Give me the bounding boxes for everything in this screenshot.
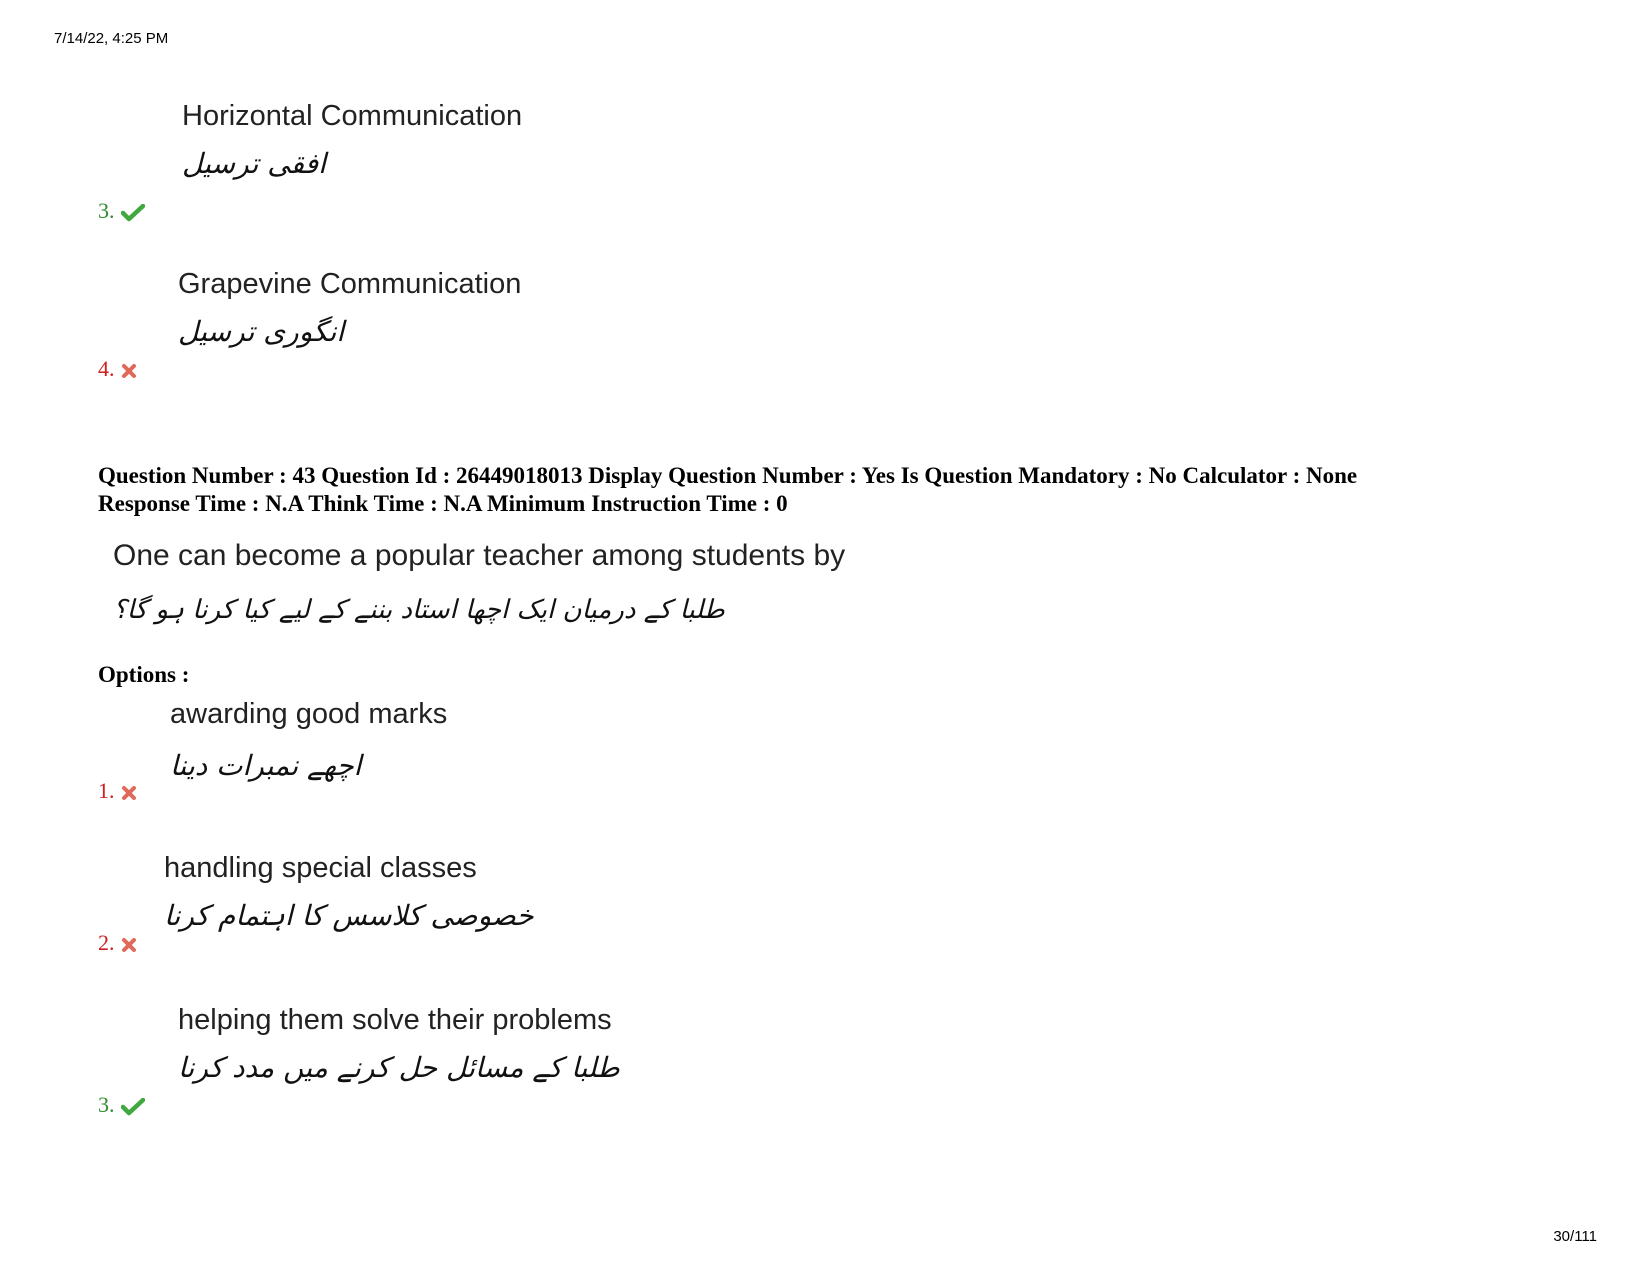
print-timestamp: 7/14/22, 4:25 PM [54, 30, 169, 47]
question-meta-line2: Response Time : N.A Think Time : N.A Minimum Instruction Time : 0 [98, 491, 788, 516]
option-english-text: Grapevine Communication [178, 268, 522, 300]
option-urdu-text: انگوری ترسیل [178, 315, 345, 348]
cross-icon [121, 363, 137, 379]
page-number: 30/111 [1553, 1228, 1597, 1245]
option-number: 3. [98, 1092, 115, 1117]
option-marker [98, 930, 137, 956]
option-image [164, 850, 534, 936]
option-urdu-text: طلبا کے مسائل حل کرنے میں مدد کرنا [178, 1051, 620, 1084]
option-english-text: awarding good marks [170, 698, 448, 730]
option-number: 3. [98, 198, 115, 223]
option-urdu-text: افقی ترسیل [182, 147, 326, 180]
option-image [178, 1002, 620, 1088]
option-number: 4. [98, 356, 115, 381]
option-urdu-text: اچھے نمبرات دینا [170, 749, 362, 782]
question-urdu-text: طلبا کے درمیان ایک اچھا استاد بننے کے لیے کیا کرنا ہو گا؟ [113, 595, 725, 625]
option-image [182, 98, 522, 184]
option-urdu-text: خصوصی کلاسس کا اہتمام کرنا [164, 899, 534, 932]
option-english-text: handling special classes [164, 852, 477, 884]
option-marker [98, 778, 137, 804]
option-marker [98, 198, 145, 224]
option-number: 1. [98, 778, 115, 803]
option-image [178, 266, 521, 352]
options-label: Options : [98, 662, 190, 687]
option-marker [98, 1092, 145, 1118]
option-english-text: Horizontal Communication [182, 100, 523, 132]
question-english-text: One can become a popular teacher among students by [113, 539, 846, 572]
option-english-text: helping them solve their problems [178, 1004, 612, 1036]
cross-icon [121, 785, 137, 801]
check-icon [121, 1098, 145, 1116]
option-image [170, 696, 447, 786]
check-icon [121, 204, 145, 222]
option-number: 2. [98, 930, 115, 955]
cross-icon [121, 937, 137, 953]
question-meta-line1: Question Number : 43 Question Id : 26449018013 Display Question Number : Yes Is Question Mandatory : No Calculator : None [98, 463, 1358, 488]
question-meta [98, 462, 1357, 518]
option-marker [98, 356, 137, 382]
question-image [113, 538, 845, 630]
